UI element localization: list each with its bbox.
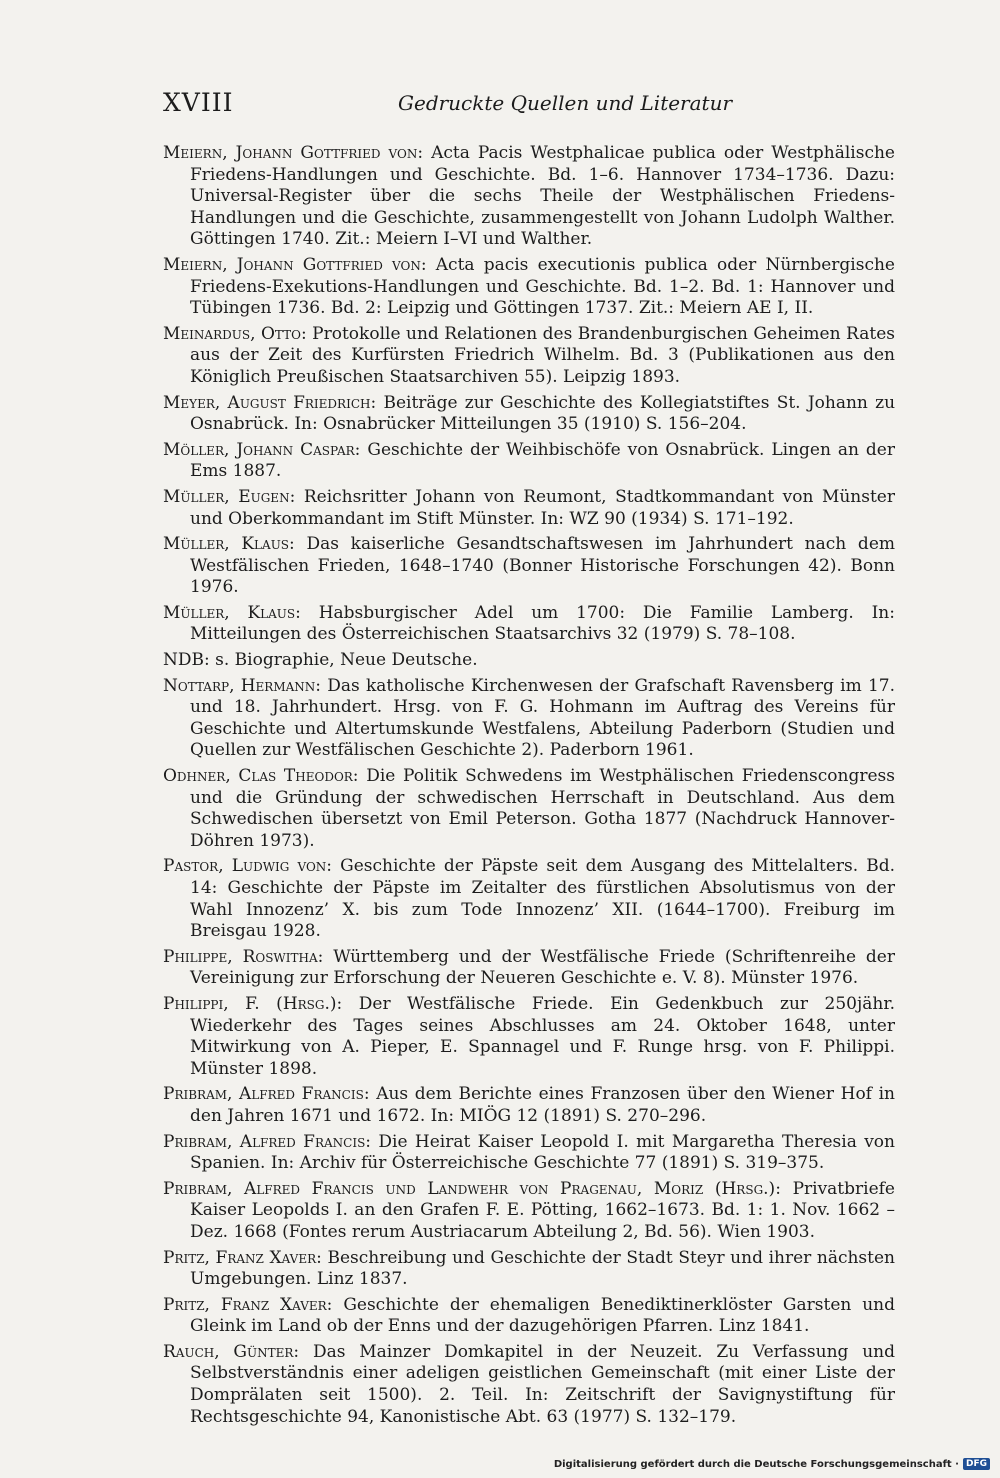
bibliography-entry <box>163 1248 895 1291</box>
entry-text: Beiträge zur Geschichte des Kollegiatstiftes St. Johann zu Osnabrück. In: Osnabrücker Mitteilungen 35 (1910) S. 156–204. <box>190 392 896 435</box>
bibliography-entry <box>163 994 895 1080</box>
bibliography-entry <box>163 143 895 251</box>
entry-text: Protokolle und Relationen des Brandenburgischen Geheimen Rates aus der Zeit des Kurfürsten Friedrich Wilhelm. Bd. 3 (Publikationen aus den Königlich Preußischen Staatsarchiven 55). Leipzig 1893. <box>190 323 895 387</box>
bibliography-entry <box>163 393 895 436</box>
bibliography-entry <box>163 440 895 483</box>
entry-text: Geschichte der Weihbischöfe von Osnabrück. Lingen an der Ems 1887. <box>190 439 895 482</box>
entry-text: s. Biographie, Neue Deutsche. <box>215 650 478 671</box>
page-number: XVIII <box>163 88 234 117</box>
entry-author: Nottarp, Hermann: <box>163 675 322 696</box>
entry-text: Habsburgischer Adel um 1700: Die Familie Lamberg. In: Mitteilungen des Österreichischen Staatsarchivs 32 (1979) S. 78–108. <box>190 602 895 645</box>
bibliography-entry <box>163 255 895 320</box>
entry-author: Odhner, Clas Theodor: <box>163 766 359 787</box>
entry-author: Philippi, F. (Hrsg.): <box>163 993 343 1014</box>
entry-text: Das Mainzer Domkapitel in der Neuzeit. Zu Verfassung und Selbstverständnis einer adeligen geistlichen Gemeinschaft (mit einer Liste der Domprälaten seit 1500). 2. Teil. In: Zeitschrift der Savignystiftung für Rechtsgeschichte 94, Kanonistische Abt. 63 (1977) S. 132–179. <box>190 1341 895 1427</box>
entry-author: Pastor, Ludwig von: <box>163 856 333 877</box>
entry-author: Pritz, Franz Xaver: <box>163 1294 333 1315</box>
bibliography-entry <box>163 1132 895 1175</box>
entry-text: Beschreibung und Geschichte der Stadt Steyr und ihrer nächsten Umgebungen. Linz 1837. <box>190 1247 895 1290</box>
footer-text: Digitalisierung gefördert durch die Deutsche Forschungsgemeinschaft · <box>553 1458 959 1470</box>
entry-text: Reichsritter Johann von Reumont, Stadtkommandant von Münster und Oberkommandant im Stift Münster. In: WZ 90 (1934) S. 171–192. <box>190 486 895 529</box>
entry-author: Müller, Klaus: <box>163 602 301 623</box>
entry-text: Die Heirat Kaiser Leopold I. mit Margaretha Theresia von Spanien. In: Archiv für Österreichische Geschichte 77 (1891) S. 319–375. <box>190 1131 895 1174</box>
entry-author: Meiern, Johann Gottfried von: <box>163 143 424 163</box>
bibliography-entry <box>163 1295 895 1338</box>
entry-author: Philippe, Roswitha: <box>163 946 324 967</box>
entry-text: Aus dem Berichte eines Franzosen über den Wiener Hof in den Jahren 1671 und 1672. In: MIÖG 12 (1891) S. 270–296. <box>190 1084 895 1126</box>
entry-text: Württemberg und der Westfälische Friede (Schriftenreihe der Vereinigung zur Erforschung der Neueren Geschichte e. V. 8). Münster 1976. <box>190 946 895 989</box>
entry-text: Geschichte der ehemaligen Benediktinerklöster Garsten und Gleink im Land ob der Enns und der dazugehörigen Pfarren. Linz 1841. <box>190 1294 895 1337</box>
entry-author: Rauch, Günter: <box>163 1341 300 1362</box>
entry-author: Pribram, Alfred Francis: <box>163 1131 372 1152</box>
bibliography-entry <box>163 947 895 990</box>
digitization-footer <box>554 1458 990 1470</box>
bibliography-entry <box>163 856 895 942</box>
entry-text: Acta pacis executionis publica oder Nürnbergische Friedens-Exekutions-Handlungen und Geschichte. Bd. 1–2. Bd. 1: Hannover und Tübingen 1736. Bd. 2: Leipzig und Göttingen 1737. Zit.: Meiern AE I, II. <box>190 254 895 319</box>
entry-text: Die Politik Schwedens im Westphälischen Friedenscongress und die Gründung der schwedischen Herrschaft in Deutschland. Aus dem Schwedischen übersetzt von Emil Peterson. Gotha 1877 (Nachdruck Hannover-Döhren 1973). <box>190 766 896 851</box>
entry-author: Pribram, Alfred Francis und Landwehr von Pragenau, Moriz (Hrsg.): <box>163 1178 781 1199</box>
bibliography-entry <box>163 487 895 530</box>
entry-text: Der Westfälische Friede. Ein Gedenkbuch zur 250jähr. Wiederkehr des Tages seines Abschlusses am 24. Oktober 1648, unter Mitwirkung von A. Pieper, E. Spannagel und F. Runge hrsg. von F. Philippi. Münster 1898. <box>190 993 895 1079</box>
running-head: Gedruckte Quellen und Literatur <box>398 91 733 115</box>
bibliography-list <box>163 143 895 1432</box>
entry-author: Pribram, Alfred Francis: <box>163 1084 370 1105</box>
entry-author: Pritz, Franz Xaver: <box>163 1247 322 1268</box>
bibliography-entry <box>163 1084 895 1127</box>
entry-author: Meinardus, Otto: <box>163 323 307 344</box>
bibliography-entry <box>163 1342 895 1428</box>
bibliography-entry <box>163 324 895 389</box>
entry-author: Müller, Klaus: <box>163 534 295 555</box>
dfg-logo-icon: DFG <box>963 1458 990 1470</box>
entry-author: Möller, Johann Caspar: <box>163 439 361 460</box>
entry-text: Acta Pacis Westphalicae publica oder Westphälische Friedens-Handlungen und Geschichte. Bd. 1–6. Hannover 1734–1736. Dazu: Universal-Register über die sechs Theile der Westphälischen Friedens-Handlungen und die Geschichte, zusammengestellt von Johann Ludolph Walther. Göttingen 1740. Zit.: Meiern I–VI und Walther. <box>190 143 895 250</box>
entry-author: NDB: <box>163 650 210 671</box>
bibliography-entry <box>163 1179 895 1244</box>
entry-author: Müller, Eugen: <box>163 486 296 507</box>
entry-author: Meyer, August Friedrich: <box>163 392 377 413</box>
bibliography-entry <box>163 676 895 762</box>
bibliography-entry <box>163 534 895 599</box>
entry-text: Das katholische Kirchenwesen der Grafschaft Ravensberg im 17. und 18. Jahrhundert. Hrsg. von F. G. Hohmann im Auftrag des Vereins für Geschichte und Altertumskunde Westfalens, Abteilung Paderborn (Studien und Quellen zur Westfälischen Geschichte 2). Paderborn 1961. <box>190 675 895 761</box>
entry-text: Das kaiserliche Gesandtschaftswesen im Jahrhundert nach dem Westfälischen Frieden, 1648–1740 (Bonner Historische Forschungen 42). Bonn 1976. <box>190 534 895 598</box>
bibliography-entry <box>163 766 895 852</box>
entry-text: Privatbriefe Kaiser Leopolds I. an den Grafen F. E. Pötting, 1662–1673. Bd. 1: 1. Nov. 1662 – Dez. 1668 (Fontes rerum Austriacarum Abteilung 2, Bd. 56). Wien 1903. <box>190 1178 895 1242</box>
bibliography-entry <box>163 603 895 646</box>
entry-text: Geschichte der Päpste seit dem Ausgang des Mittelalters. Bd. 14: Geschichte der Päpste im Zeitalter des fürstlichen Absolutismus von der Wahl Innozenz’ X. bis zum Tode Innozenz’ XII. (1644–1700). Freiburg im Breisgau 1928. <box>190 856 896 942</box>
bibliography-entry <box>163 650 895 672</box>
entry-author: Meiern, Johann Gottfried von: <box>163 254 427 275</box>
